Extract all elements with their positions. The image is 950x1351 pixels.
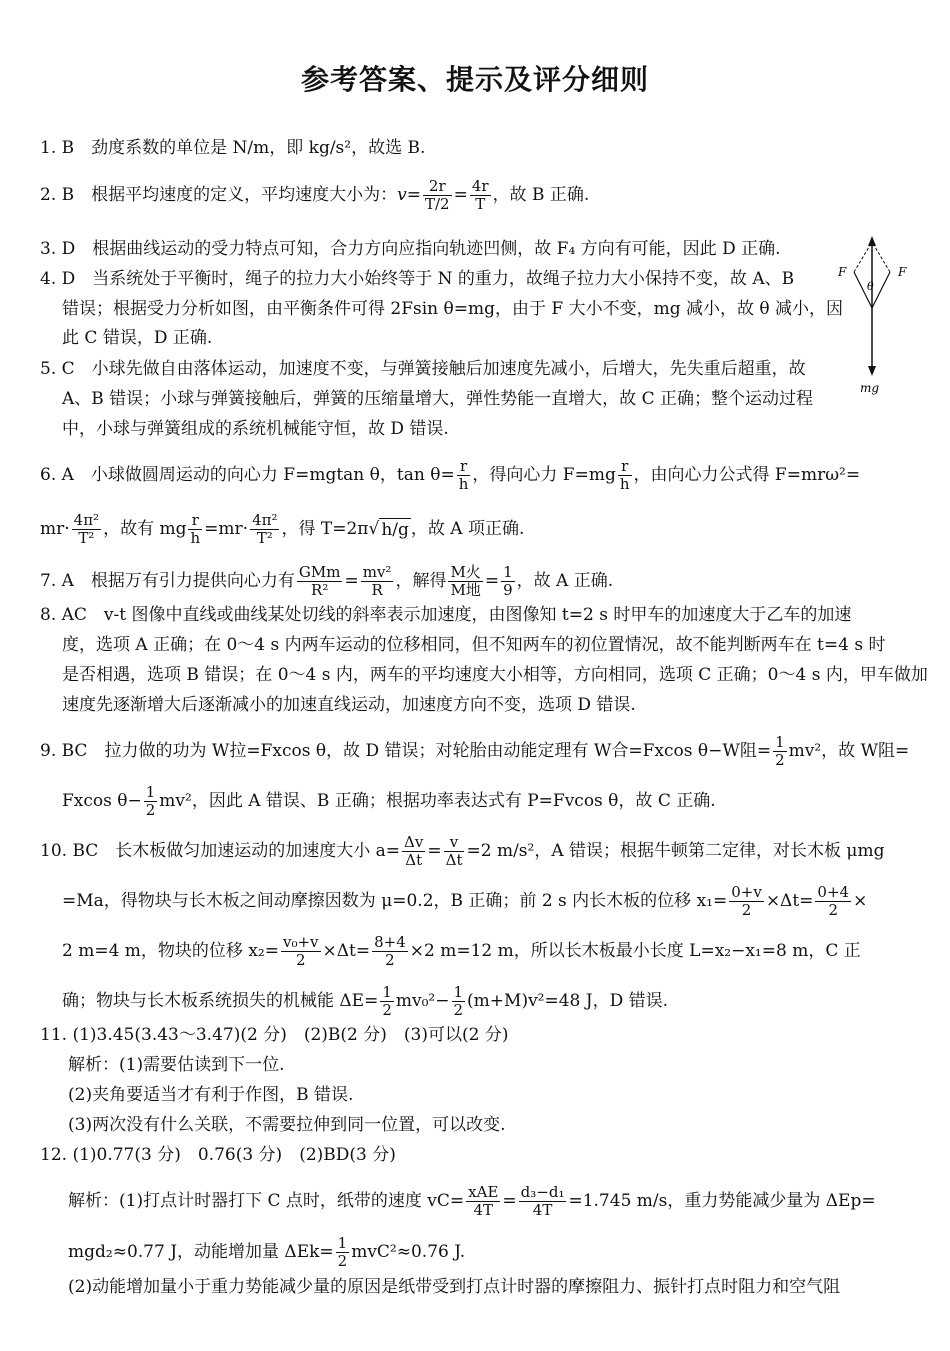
fraction: $\frac{r}{h}$ <box>190 511 201 547</box>
force-label-left: F <box>838 265 847 279</box>
rope-right <box>872 272 890 308</box>
angle-label: θ <box>867 280 874 293</box>
answer-10-line-2: =Ma，得物块与长木板之间动摩擦因数为 μ=0.2，B 正确；前 2 s 内长木板的位移 x₁= $\frac{0+v}{2}$ ×Δt= $\frac{0+4}{2}$ × <box>62 883 868 919</box>
answer-2: 2. B 根据平均速度的定义，平均速度大小为：v= $\frac{2r}{T/2}$ = $\frac{4r}{T}$ ，故 B 正确. <box>40 177 590 213</box>
answer-9-line-2: Fxcos θ− $\frac{1}{2}$ mv²，因此 A 错误、B 正确；根据功率表达式有 P=Fvcos θ，故 C 正确. <box>62 783 716 819</box>
answer-11-line-3: (2)夹角要适当才有利于作图，B 错误. <box>68 1085 354 1105</box>
answer-8-line-4: 速度先逐渐增大后逐渐减小的加速直线运动，加速度方向不变，选项 D 错误. <box>62 695 636 715</box>
answer-10-line-3: 2 m=4 m，物块的位移 x₂= $\frac{\text{v₀+v}}{2}$ ×Δt= $\frac{8+4}{2}$ ×2 m=12 m，所以长木板最小长度 L=x₂−x₁=8 m，C 正 <box>62 933 861 969</box>
answer-11-line-4: (3)两次没有什么关联，不需要拉伸到同一位置，可以改变. <box>68 1115 506 1135</box>
answer-6-line-2: mr· $\frac{\text{4π²}}{\text{T²}}$ ，故有 mg $\frac{r}{h}$ =mr· $\frac{\text{4π²}}{\text{T²}}$ ，得 T=2π√ h/g ，故 A 项正确. <box>40 511 525 547</box>
page-title: 参考答案、提示及评分细则 <box>300 63 649 96</box>
answer-11-line-2: 解析：(1)需要估读到下一位. <box>68 1055 285 1075</box>
fraction: $\frac{\text{mv²}}{R}$ <box>362 563 392 599</box>
answer-4-line-3: 此 C 错误，D 正确. <box>62 328 213 348</box>
fraction: $\frac{1}{2}$ <box>453 983 464 1019</box>
arrow-head-icon <box>868 236 876 246</box>
arrow-head-icon <box>868 366 876 376</box>
gravity-label: mg <box>860 381 880 395</box>
fraction: $\frac{\text{M火}}{\text{M地}}$ <box>450 563 481 599</box>
fraction: $\frac{\text{d₃−d₁}}{4T}$ <box>520 1183 565 1219</box>
fraction: $\frac{0+4}{2}$ <box>817 883 850 919</box>
fraction: $\frac{\text{4π²}}{\text{T²}}$ <box>252 511 278 547</box>
answer-12-line-1: 12. (1)0.77(3 分) 0.76(3 分) (2)BD(3 分) <box>40 1145 396 1165</box>
fraction: $\frac{2r}{T/2}$ <box>424 177 450 213</box>
force-label-right: F <box>898 265 907 279</box>
fraction: $\frac{\Delta v}{\Delta t}$ <box>404 833 424 869</box>
fraction: $\frac{1}{9}$ <box>503 563 513 599</box>
answer-12-line-3: mgd₂≈0.77 J，动能增加量 ΔEk= $\frac{1}{2}$ mvC²≈0.76 J. <box>68 1234 466 1270</box>
answer-5-line-3: 中，小球与弹簧组成的系统机械能守恒，故 D 错误. <box>62 419 449 439</box>
fraction: $\frac{8+4}{2}$ <box>374 933 406 969</box>
fraction: $\frac{r}{h}$ <box>458 457 469 493</box>
answer-9-line-1: 9. BC 拉力做的功为 W拉=Fxcos θ，故 D 错误；对轮胎由动能定理有 W合=Fxcos θ−W阻= $\frac{1}{2}$ mv²，故 W阻= <box>40 733 910 769</box>
answer-8-line-1: 8. AC v-t 图像中直线或曲线某处切线的斜率表示加速度，由图像知 t=2 s 时甲车的加速度大于乙车的加速 <box>40 605 852 625</box>
fraction: $\frac{4r}{T}$ <box>471 177 489 213</box>
answer-8-line-3: 是否相遇，选项 B 错误；在 0～4 s 内，两车的平均速度大小相等，方向相同，选项 C 正确；0～4 s 内，甲车做加 <box>62 665 928 685</box>
dashed-line <box>854 242 872 272</box>
answer-12-line-4: (2)动能增加量小于重力势能减少量的原因是纸带受到打点计时器的摩擦阻力、振针打点时阻力和空气阻 <box>68 1277 841 1297</box>
fraction: $\frac{1}{2}$ <box>382 983 392 1019</box>
answer-7: 7. A 根据万有引力提供向心力有 $\frac{\text{GMm}}{\text{R²}}$ = $\frac{\text{mv²}}{R}$ ，解得 $\frac{\text{M火}}{\text{M地}}$ = $\frac{1}{9}$ ，故 A 正确. <box>40 563 614 599</box>
answer-12-line-2: 解析：(1)打点计时器打下 C 点时，纸带的速度 vC= $\frac{\text{xAE}}{4T}$ = $\frac{\text{d₃−d₁}}{4T}$ =1.745 m/s，重力势能减少量为 ΔEp= <box>68 1183 876 1219</box>
force-diagram <box>836 236 914 396</box>
fraction: $\frac{\text{v₀+v}}{2}$ <box>282 933 319 969</box>
fraction: $\frac{\text{GMm}}{\text{R²}}$ <box>298 563 341 599</box>
answer-3: 3. D 根据曲线运动的受力特点可知，合力方向应指向轨迹凹侧，故 F₄ 方向有可能，因此 D 正确. <box>40 239 781 259</box>
answer-5-line-2: A、B 错误；小球与弹簧接触后，弹簧的压缩量增大，弹性势能一直增大，故 C 正确；整个运动过程 <box>62 389 813 409</box>
answer-4-line-2: 错误；根据受力分析如图，由平衡条件可得 2Fsin θ=mg，由于 F 大小不变，mg 减小，故 θ 减小，因 <box>62 299 844 319</box>
answer-1: 1. B 劲度系数的单位是 N/m，即 kg/s²，故选 B. <box>40 138 426 158</box>
answer-6-line-1: 6. A 小球做圆周运动的向心力 F=mgtan θ，tan θ= $\frac{r}{h}$ ，得向心力 F=mg $\frac{r}{h}$ ，由向心力公式得 F=mrω²= <box>40 457 861 493</box>
answer-11-line-1: 11. (1)3.45(3.43～3.47)(2 分) (2)B(2 分) (3)可以(2 分) <box>40 1025 509 1045</box>
sqrt-expression: h/g <box>381 520 409 540</box>
answer-10-line-1: 10. BC 长木板做匀加速运动的加速度大小 a= $\frac{\Delta v}{\Delta t}$ = $\frac{v}{\Delta t}$ =2 m/s²，A 错误；根据牛顿第二定律，对长木板 μmg <box>40 833 885 869</box>
answer-4-line-1: 4. D 当系统处于平衡时，绳子的拉力大小始终等于 N 的重力，故绳子拉力大小保持不变，故 A、B <box>40 269 795 289</box>
fraction: $\frac{\text{4π²}}{\text{T²}}$ <box>73 511 100 547</box>
fraction: $\frac{r}{h}$ <box>619 457 630 493</box>
fraction: $\frac{\text{xAE}}{4T}$ <box>468 1183 499 1219</box>
dashed-line <box>872 242 890 272</box>
fraction: $\frac{1}{2}$ <box>775 733 785 769</box>
fraction: $\frac{0+v}{2}$ <box>731 883 762 919</box>
fraction: $\frac{v}{\Delta t}$ <box>445 833 463 869</box>
answer-5-line-1: 5. C 小球先做自由落体运动，加速度不变，与弹簧接触后加速度先减小，后增大，先失重后超重，故 <box>40 359 806 379</box>
fraction: $\frac{1}{2}$ <box>337 1234 348 1270</box>
fraction: $\frac{1}{2}$ <box>145 783 156 819</box>
answer-8-line-2: 度，选项 A 正确；在 0～4 s 内两车运动的位移相同，但不知两车的初位置情况，故不能判断两车在 t=4 s 时 <box>62 635 886 655</box>
answer-10-line-4: 确；物块与长木板系统损失的机械能 ΔE= $\frac{1}{2}$ mv₀²− $\frac{1}{2}$ (m+M)v²=48 J，D 错误. <box>62 983 669 1019</box>
